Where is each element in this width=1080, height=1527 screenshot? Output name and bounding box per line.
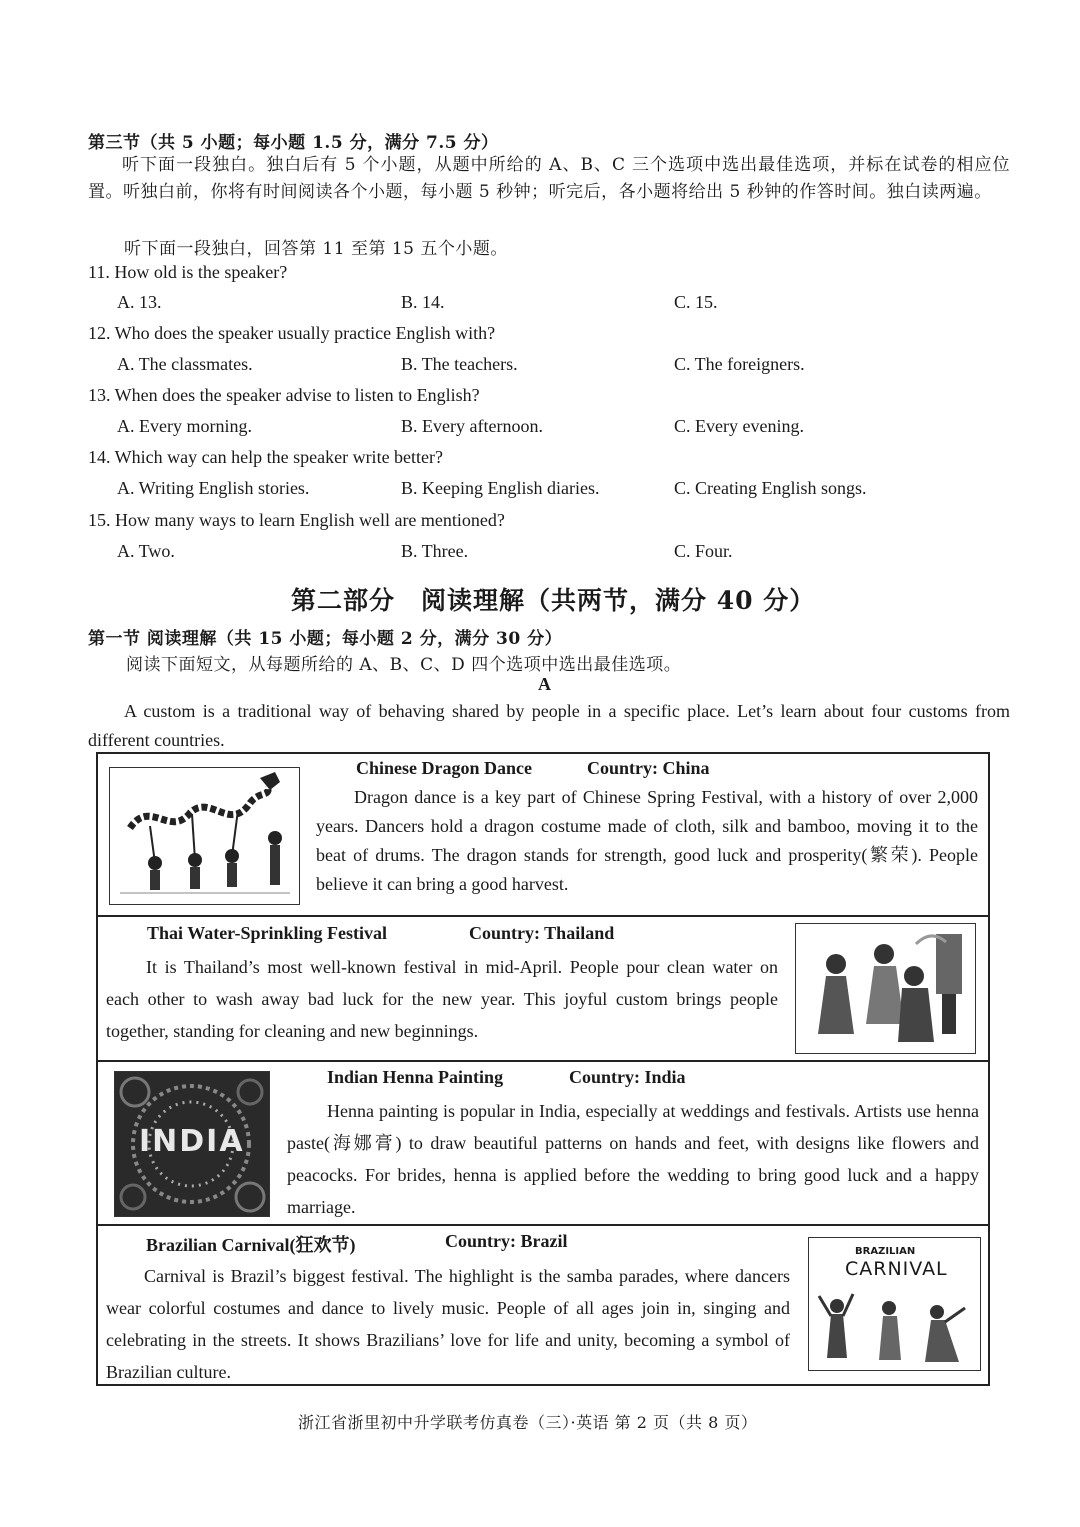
- custom-country-india: Country: India: [569, 1067, 686, 1087]
- option-a: A. Two.: [117, 541, 175, 561]
- question-stem: 12. Who does the speaker usually practice English with?: [88, 323, 496, 343]
- part2-section1-heading: 第一节 阅读理解（共 15 小题；每小题 2 分，满分 30 分）: [88, 629, 563, 649]
- custom-title-china: Chinese Dragon Dance: [356, 758, 532, 778]
- option-b: B. Three.: [401, 541, 469, 561]
- question-stem: 15. How many ways to learn English well are mentioned?: [88, 510, 505, 530]
- water-festival-image: [795, 923, 976, 1054]
- part2-title: 第二部分 阅读理解（共两节，满分 40 分）: [291, 586, 816, 615]
- option-a: A. Writing English stories.: [117, 478, 310, 498]
- custom-text-india: Henna painting is popular in India, especially at weddings and festivals. Artists use henna paste(海娜膏) to draw beautiful patterns on hands and feet, with designs like flowers and peacocks. For brides, henna is applied before the wedding to bring good luck and a happy marriage.: [287, 1101, 979, 1217]
- brazil-carnival-word: CARNIVAL: [845, 1258, 948, 1280]
- option-c: C. The foreigners.: [674, 354, 805, 374]
- row-divider: [96, 915, 990, 917]
- page-footer: 浙江省浙里初中升学联考仿真卷（三）·英语 第 2 页（共 8 页）: [298, 1413, 758, 1432]
- custom-country-thailand: Country: Thailand: [469, 923, 615, 943]
- custom-title-thailand: Thai Water-Sprinkling Festival: [147, 923, 388, 943]
- question-stem: 11. How old is the speaker?: [88, 262, 288, 282]
- section3-prompt: 听下面一段独白，回答第 11 至第 15 五个小题。: [124, 239, 508, 259]
- row-divider: [96, 1060, 990, 1062]
- water-festival-illustration: [796, 924, 974, 1052]
- brazil-carnival-image: [808, 1237, 981, 1371]
- option-c: C. 15.: [674, 292, 718, 312]
- option-a: A. 13.: [117, 292, 162, 312]
- passage-intro: A custom is a traditional way of behaving shared by people in a specific place. Let’s learn about four customs from different countries.: [88, 701, 1010, 750]
- option-c: C. Creating English songs.: [674, 478, 867, 498]
- custom-country-china: Country: China: [587, 758, 710, 778]
- section3-instructions: 听下面一段独白。独白后有 5 个小题，从题中所给的 A、B、C 三个选项中选出最佳选项，并标在试卷的相应位置。听独白前，你将有时间阅读各个小题，每小题 5 秒钟；听完后，各小题将给出 5 秒钟的作答时间。独白读两遍。: [88, 155, 1010, 202]
- question-stem: 14. Which way can help the speaker write better?: [88, 447, 444, 467]
- brazil-top-text: BRAZILIAN: [855, 1246, 916, 1257]
- carnival-dancers-illustration: [809, 1238, 979, 1369]
- option-c: C. Every evening.: [674, 416, 804, 436]
- custom-text-brazil: Carnival is Brazil’s biggest festival. The highlight is the samba parades, where dancers wear colorful costumes and dance to lively music. People of all ages join in, singing and celebrating in the streets. It shows Brazilians’ love for life and unity, becoming a symbol of Brazilian culture.: [106, 1266, 790, 1382]
- india-word: INDIA: [139, 1124, 245, 1159]
- dragon-dance-illustration: [110, 768, 298, 903]
- custom-text-thailand: It is Thailand’s most well-known festival in mid-April. People pour clean water on each other to wash away bad luck for the new year. This joyful custom brings people together, standing for cleaning and new beginnings.: [106, 957, 778, 1041]
- question-stem: 13. When does the speaker advise to listen to English?: [88, 385, 480, 405]
- option-b: B. Keeping English diaries.: [401, 478, 600, 498]
- custom-text-china: Dragon dance is a key part of Chinese Spring Festival, with a history of over 2,000 years. Dancers hold a dragon costume made of cloth, silk and bamboo, moving it to the beat of drums. The dragon stands for strength, good luck and prosperity(繁荣). People believe it can bring a good harvest.: [316, 787, 978, 894]
- option-a: A. The classmates.: [117, 354, 253, 374]
- row-divider: [96, 1224, 990, 1226]
- option-b: B. 14.: [401, 292, 445, 312]
- section3-heading: 第三节（共 5 小题；每小题 1.5 分，满分 7.5 分）: [88, 133, 499, 153]
- dragon-dance-image: [109, 767, 300, 905]
- part2-section1-instructions: 阅读下面短文，从每题所给的 A、B、C、D 四个选项中选出最佳选项。: [126, 655, 682, 675]
- passage-letter: A: [538, 674, 551, 694]
- custom-title-india: Indian Henna Painting: [327, 1067, 504, 1087]
- custom-country-brazil: Country: Brazil: [445, 1231, 568, 1251]
- option-c: C. Four.: [674, 541, 733, 561]
- option-a: A. Every morning.: [117, 416, 252, 436]
- option-b: B. Every afternoon.: [401, 416, 543, 436]
- option-b: B. The teachers.: [401, 354, 518, 374]
- custom-title-brazil: Brazilian Carnival(狂欢节): [146, 1235, 356, 1255]
- henna-india-image: [114, 1071, 270, 1217]
